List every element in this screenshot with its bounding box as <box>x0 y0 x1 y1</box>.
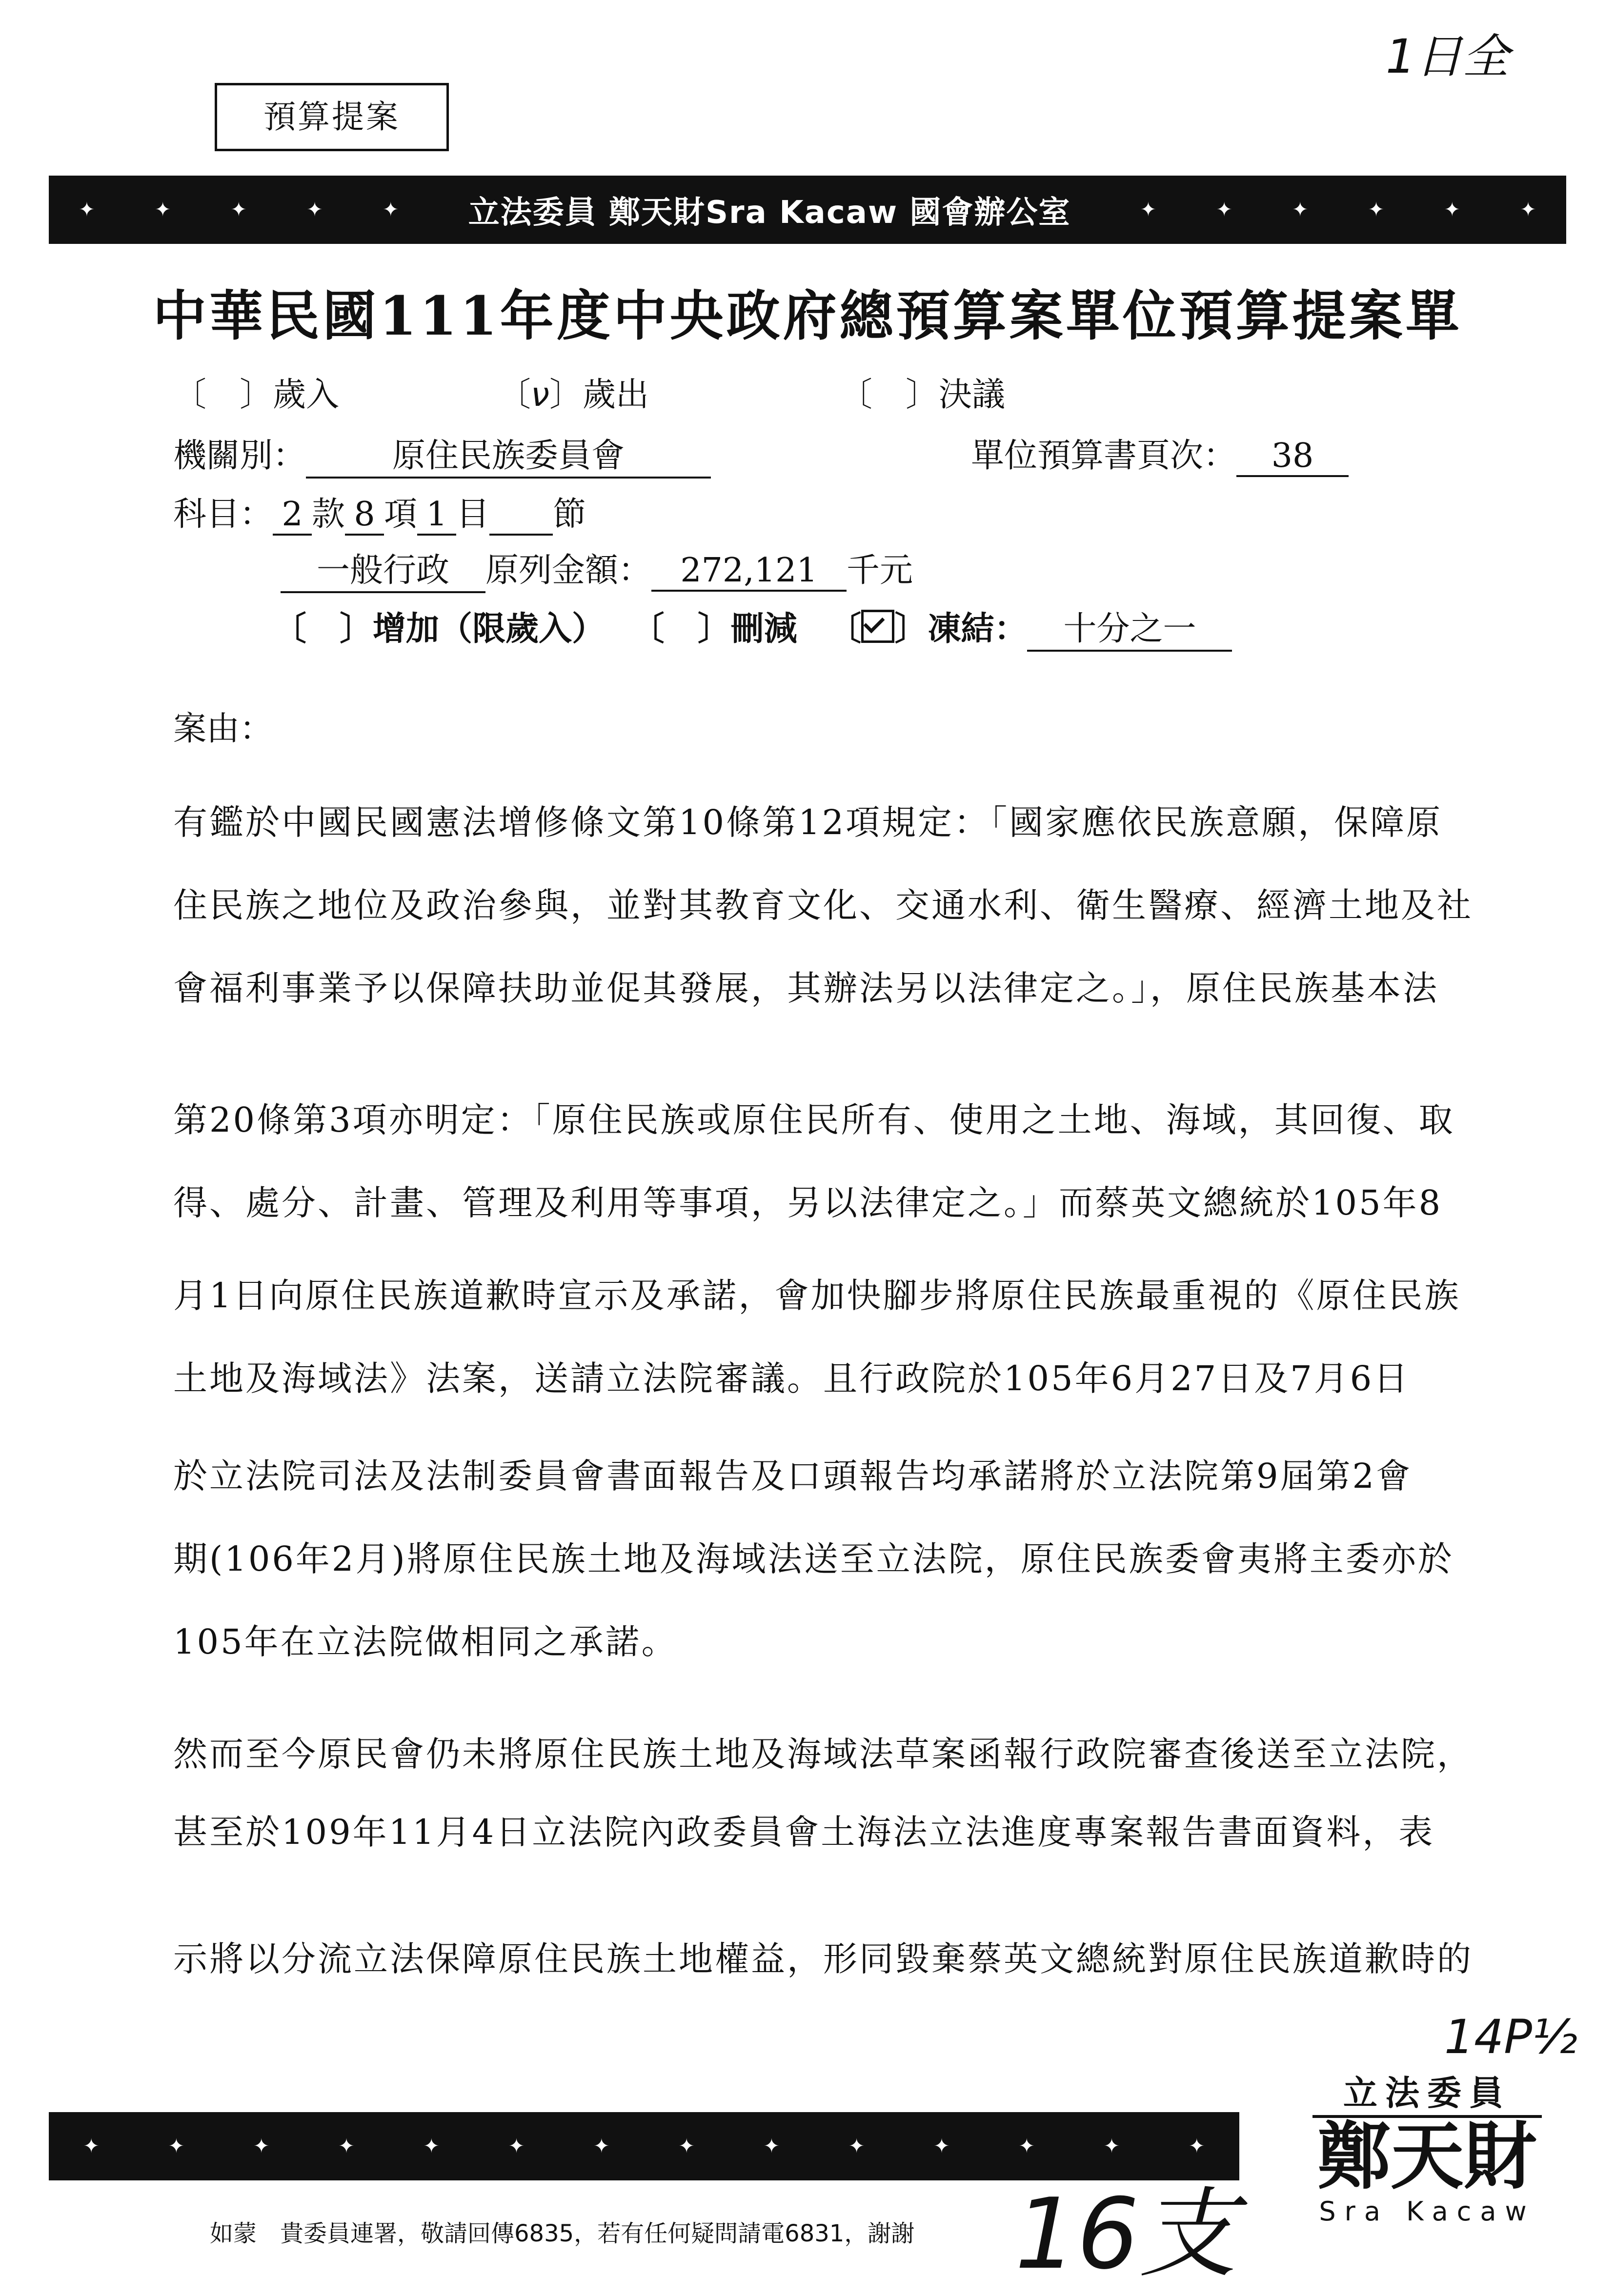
body-line: 第20條第3項亦明定：「原住民族或原住民所有、使用之土地、海域，其回復、取 <box>173 1100 1455 1140</box>
freeze-checkbox-checked <box>861 610 894 643</box>
logo-name: 鄭天財 <box>1317 2115 1537 2199</box>
body-line: 期(106年2月)將原住民族土地及海域法送至立法院，原住民族委會夷將主委亦於 <box>173 1539 1454 1579</box>
page-value: 38 <box>1236 437 1349 477</box>
agency-label: 機關別： <box>173 437 306 475</box>
mu-label: 目 <box>456 495 490 534</box>
banner-ornament: ✦ <box>1368 199 1385 221</box>
jie-label: 節 <box>553 495 586 534</box>
logo-romanized: Sra Kacaw <box>1319 2196 1535 2227</box>
legislator-logo <box>1312 2066 1542 2227</box>
amount-row <box>281 544 913 593</box>
action-freeze: 〔 〕凍結： 十分之一 <box>828 609 1232 648</box>
expenditure-check-mark: ν <box>531 376 549 414</box>
proposal-label-box: 預算提案 <box>215 83 449 151</box>
banner-ornament: ✦ <box>763 2135 780 2157</box>
banner-ornament: ✦ <box>230 199 247 221</box>
banner-ornament: ✦ <box>678 2135 695 2157</box>
xiang-label: 項 <box>384 495 418 534</box>
subject-kuan: 2 <box>273 495 312 536</box>
page-count-handwriting: 14P½ <box>1444 2010 1578 2064</box>
corner-handwritten-note: 1日全 <box>1386 29 1510 84</box>
footer-note: 如蒙 貴委員連署，敬請回傳6835，若有任何疑問請電6831，謝謝 <box>210 2220 915 2247</box>
banner-ornament: ✦ <box>154 199 171 221</box>
body-line: 甚至於109年11月4日立法院內政委員會土海法立法進度專案報告書面資料，表 <box>173 1812 1435 1852</box>
banner-ornament: ✦ <box>1520 199 1536 221</box>
banner-ornament: ✦ <box>338 2135 355 2157</box>
agency-row <box>173 429 711 479</box>
document-title: 中華民國111年度中央政府總預算案單位預算提案單 <box>153 284 1462 347</box>
item-name: 一般行政 <box>281 544 485 593</box>
amount-label: 原列金額： <box>485 551 652 590</box>
banner-ornament: ✦ <box>1018 2135 1035 2157</box>
logo-title: 立法委員 <box>1312 2066 1542 2118</box>
banner-ornament: ✦ <box>423 2135 440 2157</box>
banner-ornament: ✦ <box>1444 199 1460 221</box>
type-expenditure-label: 歲出 <box>583 376 649 414</box>
body-line: 土地及海域法》法案，送請立法院審議。且行政院於105年6月27日及7月6日 <box>173 1358 1410 1398</box>
reason-label: 案由： <box>173 710 273 748</box>
banner-ornament: ✦ <box>168 2135 185 2157</box>
subject-jie <box>489 499 553 536</box>
banner-ornament: ✦ <box>933 2135 950 2157</box>
body-line: 有鑑於中國民國憲法增修條文第10條第12項規定：「國家應依民族意願，保障原 <box>173 802 1443 842</box>
banner-ornament: ✦ <box>508 2135 525 2157</box>
office-banner <box>49 176 1566 244</box>
subject-row <box>173 488 586 536</box>
body-line: 住民族之地位及政治參與，並對其教育文化、交通水利、衛生醫療、經濟土地及社 <box>173 885 1473 925</box>
body-line: 會福利事業予以保障扶助並促其發展，其辦法另以法律定之。」，原住民族基本法 <box>173 968 1439 1008</box>
banner-ornament: ✦ <box>79 199 95 221</box>
agency-value: 原住民族委員會 <box>306 429 711 479</box>
kuan-label: 款 <box>312 495 345 534</box>
type-revenue: 〔 〕歲入 <box>173 376 340 414</box>
banner-ornament: ✦ <box>1103 2135 1120 2157</box>
banner-ornament: ✦ <box>1216 199 1232 221</box>
subject-mu: 1 <box>417 495 456 536</box>
amount-unit: 千元 <box>847 551 913 590</box>
banner-ornament: ✦ <box>1189 2135 1205 2157</box>
subject-label: 科目： <box>173 495 273 534</box>
banner-ornament: ✦ <box>848 2135 865 2157</box>
body-line: 得、處分、計畫、管理及利用等事項，另以法律定之。」而蔡英文總統於105年8 <box>173 1183 1443 1223</box>
banner-ornament: ✦ <box>1140 199 1157 221</box>
page-ref-row <box>971 429 1349 477</box>
banner-ornament: ✦ <box>593 2135 610 2157</box>
body-line: 然而至今原民會仍未將原住民族土地及海域法草案函報行政院審查後送至立法院， <box>173 1734 1473 1774</box>
action-decrease: 〔 〕刪減 <box>631 609 797 648</box>
body-line: 示將以分流立法保障原住民族土地權益，形同毀棄蔡英文總統對原住民族道歉時的 <box>173 1939 1473 1979</box>
banner-ornament: ✦ <box>306 199 323 221</box>
freeze-value: 十分之一 <box>1027 602 1232 652</box>
subject-xiang: 8 <box>345 495 384 536</box>
banner-ornament: ✦ <box>1292 199 1309 221</box>
banner-ornament: ✦ <box>253 2135 270 2157</box>
banner-title: 立法委員 鄭天財Sra Kacaw 國會辦公室 <box>468 195 1071 231</box>
banner-ornament: ✦ <box>83 2135 100 2157</box>
signature-count-handwriting: 16支 <box>1015 2177 1237 2291</box>
amount-value: 272,121 <box>651 551 847 592</box>
type-expenditure: 〔ν〕歲出 <box>498 376 649 414</box>
type-resolution: 〔 〕決議 <box>839 376 1006 414</box>
body-line: 105年在立法院做相同之承諾。 <box>173 1622 678 1662</box>
action-row <box>273 602 1232 652</box>
freeze-label: 凍結： <box>928 609 1028 648</box>
page-label: 單位預算書頁次： <box>971 437 1237 475</box>
body-line: 月1日向原住民族道歉時宣示及承諾，會加快腳步將原住民族最重視的《原住民族 <box>173 1276 1461 1316</box>
body-line: 於立法院司法及法制委員會書面報告及口頭報告均承諾將於立法院第9屆第2會 <box>173 1456 1413 1496</box>
action-increase: 〔 〕增加（限歲入） <box>273 609 606 648</box>
banner-ornament: ✦ <box>382 199 399 221</box>
